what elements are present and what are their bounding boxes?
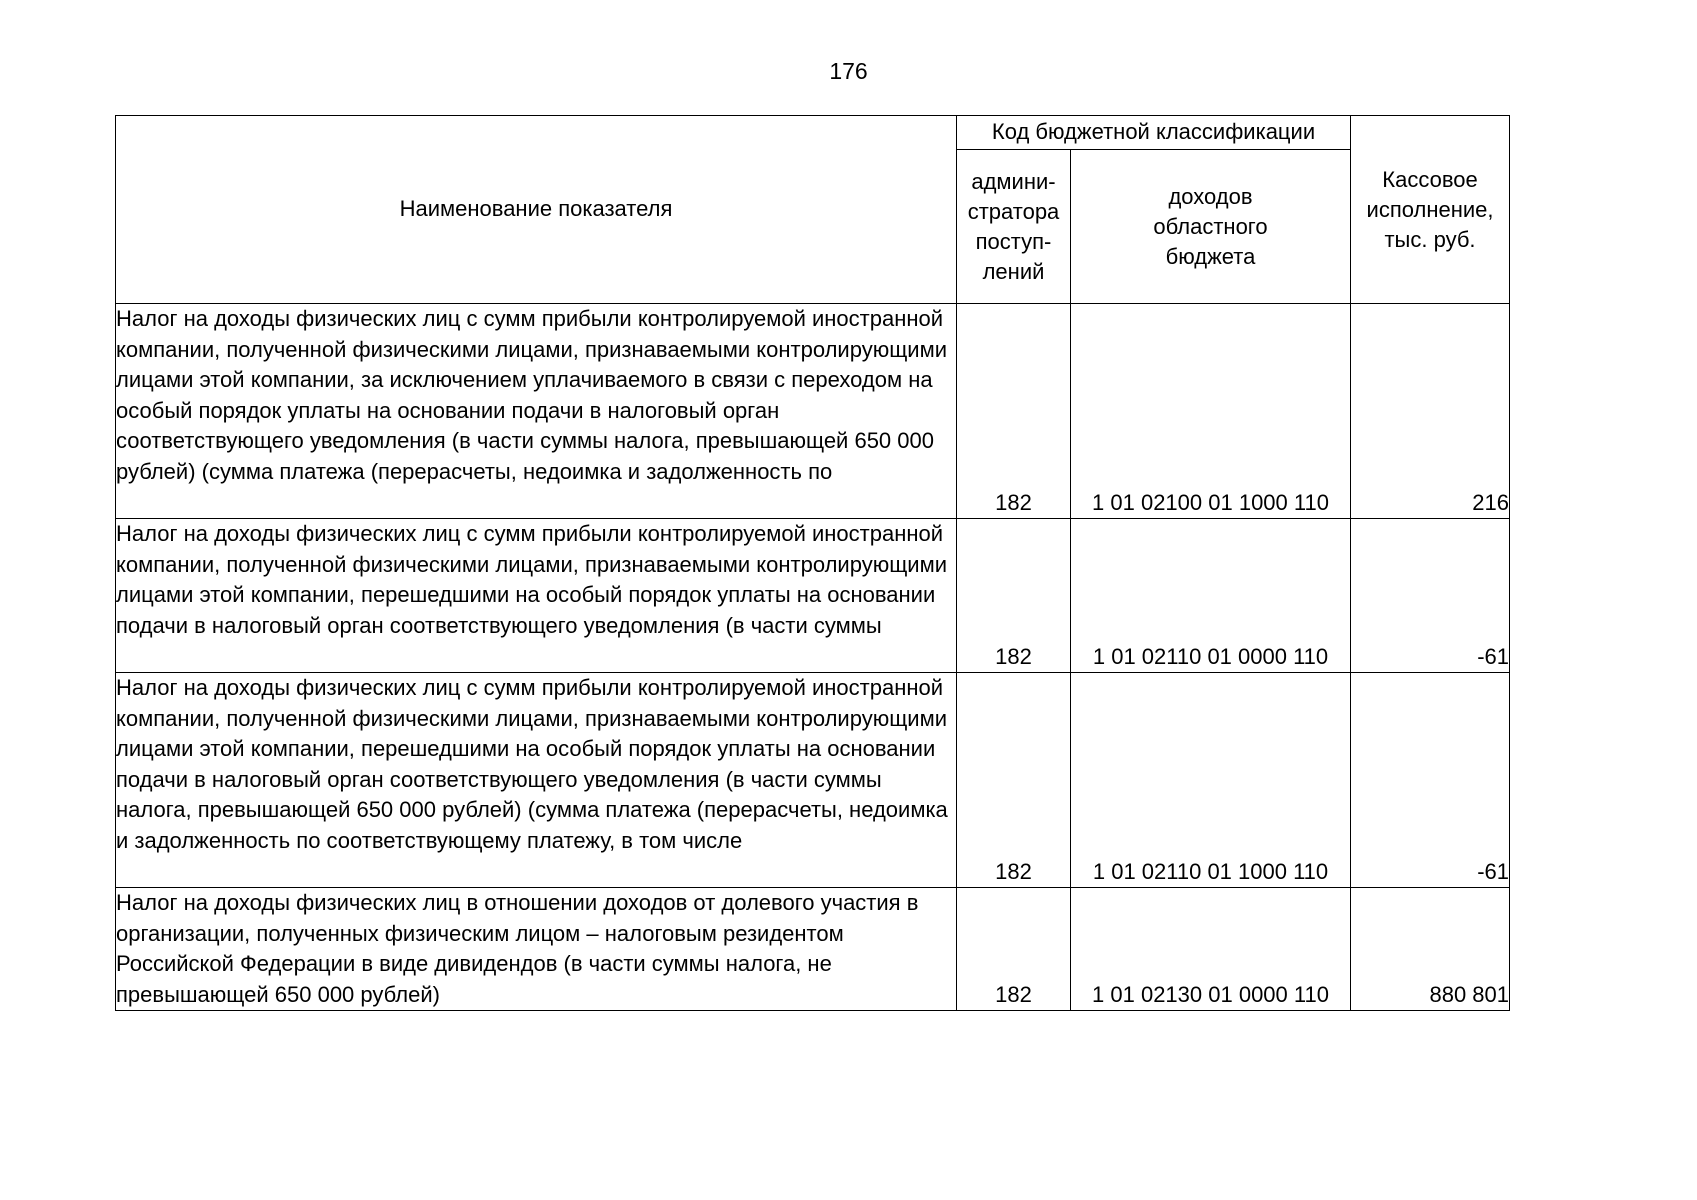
row-name-cell bbox=[116, 888, 957, 1011]
cash-execution-header-text: Кассовое исполнение, тыс. руб. bbox=[1366, 166, 1494, 252]
row-name-cell bbox=[116, 519, 957, 673]
table-row bbox=[116, 519, 1510, 673]
row-amount-cell: 880 801 bbox=[1351, 888, 1510, 1011]
row-amount-cell: -61 bbox=[1351, 673, 1510, 888]
row-name-cell bbox=[116, 304, 957, 519]
row-admin-code-cell: 182 bbox=[957, 673, 1071, 888]
row-revenue-code-cell: 1 01 02100 01 1000 110 bbox=[1071, 304, 1351, 519]
page-number: 176 bbox=[829, 58, 868, 84]
row-admin-code-cell: 182 bbox=[957, 519, 1071, 673]
row-amount-cell: -61 bbox=[1351, 519, 1510, 673]
row-name-text: Налог на доходы физических лиц с сумм прибыли контролируемой иностранной компании, полученной физическими лицами, признаваемыми контролирующими лицами этой компании, перешедшими на особый порядок уплаты на основании подачи в налоговый орган соответствующего уведомления (в части суммы налога, превышающей 650 000 рублей) (сумма платежа (перерасчеты, недоимка и задолженность по соответствующему платежу, в том числе bbox=[116, 675, 948, 853]
row-name-text: Налог на доходы физических лиц в отношении доходов от долевого участия в организации, полученных физическим лицом – налоговым резидентом Российской Федерации в виде дивидендов (в части суммы налога, не превышающей 650 000 рублей) bbox=[116, 890, 919, 1007]
column-header-name: Наименование показателя bbox=[116, 116, 957, 304]
table-row bbox=[116, 888, 1510, 1011]
budget-revenue-table bbox=[115, 115, 1510, 1011]
row-revenue-code-cell: 1 01 02110 01 1000 110 bbox=[1071, 673, 1351, 888]
revenue-code-header-text: доходов областного бюджета bbox=[1153, 183, 1268, 269]
row-amount-cell: 216 bbox=[1351, 304, 1510, 519]
row-name-text: Налог на доходы физических лиц с сумм прибыли контролируемой иностранной компании, полученной физическими лицами, признаваемыми контролирующими лицами этой компании, перешедшими на особый порядок уплаты на основании подачи в налоговый орган соответствующего уведомления (в части суммы bbox=[116, 521, 947, 638]
row-revenue-code-cell: 1 01 02110 01 0000 110 bbox=[1071, 519, 1351, 673]
column-header-cash-execution bbox=[1351, 116, 1510, 304]
row-admin-code-cell: 182 bbox=[957, 304, 1071, 519]
row-revenue-code-cell: 1 01 02130 01 0000 110 bbox=[1071, 888, 1351, 1011]
row-name-cell bbox=[116, 673, 957, 888]
row-name-text: Налог на доходы физических лиц с сумм прибыли контролируемой иностранной компании, полученной физическими лицами, признаваемыми контролирующими лицами этой компании, за исключением уплачиваемого в связи с переходом на особый порядок уплаты на основании подачи в налоговый орган соответствующего уведомления (в части суммы налога, превышающей 650 000 рублей) (сумма платежа (перерасчеты, недоимка и задолженность по bbox=[116, 306, 947, 484]
column-header-revenue-code bbox=[1071, 150, 1351, 304]
table-row bbox=[116, 673, 1510, 888]
table-row bbox=[116, 304, 1510, 519]
row-admin-code-cell: 182 bbox=[957, 888, 1071, 1011]
administrator-header-text: админи- стратора поступ- лений bbox=[967, 168, 1060, 284]
column-group-header-budget-classification: Код бюджетной классификации bbox=[957, 116, 1351, 150]
column-header-administrator bbox=[957, 150, 1071, 304]
